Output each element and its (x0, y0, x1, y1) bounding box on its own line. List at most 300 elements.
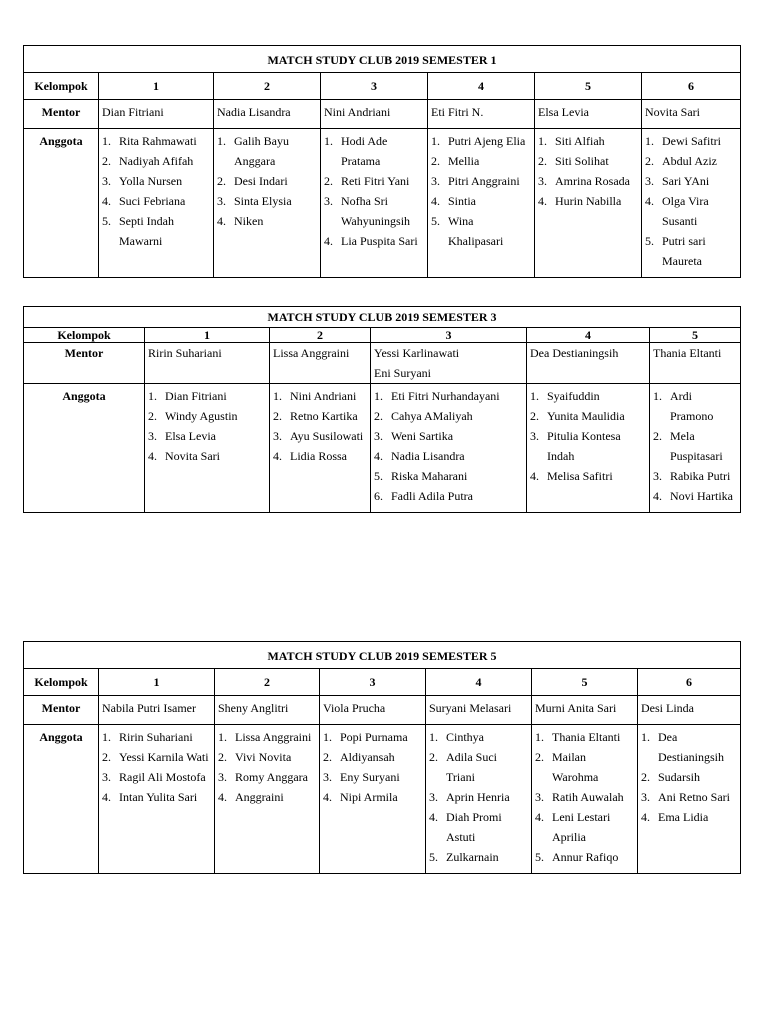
member-number: 3. (641, 790, 650, 804)
member-name: Cahya AMaliyah (391, 409, 473, 423)
member-name: Mellia (448, 154, 480, 168)
member-item (530, 466, 646, 486)
member-name: Nipi Armila (340, 790, 398, 804)
members-row (24, 129, 741, 278)
member-name: Novita Sari (165, 449, 220, 463)
member-name: Lia Puspita Sari (341, 234, 418, 248)
group-header-row (24, 669, 741, 696)
mentor-cell (527, 343, 650, 384)
member-list (645, 131, 737, 271)
member-number: 2. (273, 409, 282, 423)
member-item (645, 171, 737, 191)
member-name: Olga Vira Susanti (662, 194, 709, 228)
member-name: Anggraini (235, 790, 284, 804)
member-item (645, 231, 737, 271)
member-number: 2. (429, 750, 438, 764)
member-name: Suci Febriana (119, 194, 186, 208)
members-cell (99, 129, 214, 278)
member-item (538, 151, 638, 171)
member-list (148, 386, 266, 466)
member-number: 4. (429, 810, 438, 824)
group-number: 2 (270, 328, 371, 343)
members-row (24, 384, 741, 513)
member-list (530, 386, 646, 486)
mentor-name: Nini Andriani (324, 105, 391, 119)
member-number: 2. (217, 174, 226, 188)
member-item (218, 747, 316, 767)
member-item (102, 191, 210, 211)
member-item (217, 211, 317, 231)
member-number: 3. (431, 174, 440, 188)
member-number: 1. (538, 134, 547, 148)
member-number: 2. (218, 750, 227, 764)
member-item (374, 466, 523, 486)
member-number: 4. (148, 449, 157, 463)
members-cell (99, 725, 215, 874)
mentor-name: Nabila Putri Isamer (102, 701, 196, 715)
member-number: 5. (645, 234, 654, 248)
member-item (148, 446, 266, 466)
mentor-name: Suryani Melasari (429, 701, 512, 715)
mentor-cell (145, 343, 270, 384)
mentor-cell (320, 696, 426, 725)
member-item (374, 446, 523, 466)
member-item (535, 727, 634, 747)
member-item (530, 386, 646, 406)
member-list (218, 727, 316, 807)
member-name: Fadli Adila Putra (391, 489, 473, 503)
member-name: Rabika Putri (670, 469, 731, 483)
member-item (374, 426, 523, 446)
member-name: Pitri Anggraini (448, 174, 520, 188)
member-item (645, 191, 737, 231)
member-name: Mela Puspitasari (670, 429, 723, 463)
member-item (641, 807, 737, 827)
member-number: 4. (641, 810, 650, 824)
member-list (431, 131, 531, 251)
member-name: Siti Solihat (555, 154, 609, 168)
member-list (102, 727, 211, 807)
member-number: 1. (535, 730, 544, 744)
member-name: Siti Alfiah (555, 134, 605, 148)
group-number: 4 (527, 328, 650, 343)
member-name: Ayu Susilowati (290, 429, 364, 443)
member-number: 3. (645, 174, 654, 188)
table-title: MATCH STUDY CLUB 2019 SEMESTER 1 (24, 46, 741, 73)
members-label: Anggota (24, 384, 145, 513)
member-number: 1. (641, 730, 650, 744)
member-number: 1. (148, 389, 157, 403)
member-item (324, 191, 424, 231)
member-number: 3. (374, 429, 383, 443)
mentor-cell (321, 100, 428, 129)
group-number: 5 (650, 328, 741, 343)
group-number: 3 (321, 73, 428, 100)
member-item (374, 486, 523, 506)
member-name: Nini Andriani (290, 389, 357, 403)
group-number: 3 (320, 669, 426, 696)
member-number: 3. (535, 790, 544, 804)
mentor-name: Murni Anita Sari (535, 701, 617, 715)
member-name: Intan Yulita Sari (119, 790, 198, 804)
mentor-name: Desi Linda (641, 701, 694, 715)
members-cell (270, 384, 371, 513)
member-name: Abdul Aziz (662, 154, 717, 168)
mentor-cell (270, 343, 371, 384)
member-name: Dea Destianingsih (658, 730, 724, 764)
member-name: Nadia Lisandra (391, 449, 465, 463)
member-item (431, 171, 531, 191)
member-item (431, 211, 531, 251)
member-item (323, 727, 422, 747)
members-label: Anggota (24, 129, 99, 278)
mentor-label: Mentor (24, 343, 145, 384)
member-name: Romy Anggara (235, 770, 308, 784)
mentor-name: Lissa Anggraini (273, 346, 350, 360)
group-number: 3 (371, 328, 527, 343)
member-name: Galih Bayu Anggara (234, 134, 289, 168)
member-number: 2. (324, 174, 333, 188)
member-item (102, 211, 210, 251)
mentor-name: Eni Suryani (374, 366, 431, 380)
member-number: 5. (431, 214, 440, 228)
mentor-label: Mentor (24, 100, 99, 129)
member-list (273, 386, 367, 466)
member-number: 4. (324, 234, 333, 248)
table-title: MATCH STUDY CLUB 2019 SEMESTER 3 (24, 307, 741, 328)
member-number: 1. (102, 730, 111, 744)
mentor-name: Elsa Levia (538, 105, 589, 119)
member-item (323, 787, 422, 807)
member-name: Windy Agustin (165, 409, 238, 423)
mentor-name: Sheny Anglitri (218, 701, 289, 715)
member-item (324, 131, 424, 171)
member-name: Yessi Karnila Wati (119, 750, 209, 764)
mentor-cell (535, 100, 642, 129)
member-item (218, 787, 316, 807)
member-number: 1. (102, 134, 111, 148)
member-item (218, 727, 316, 747)
member-name: Weni Sartika (391, 429, 454, 443)
mentor-cell (99, 100, 214, 129)
member-name: Retno Kartika (290, 409, 358, 423)
member-item (323, 767, 422, 787)
member-number: 4. (653, 489, 662, 503)
members-cell (532, 725, 638, 874)
member-number: 2. (530, 409, 539, 423)
member-number: 2. (641, 770, 650, 784)
member-item (102, 787, 211, 807)
member-name: Syaifuddin (547, 389, 600, 403)
member-number: 4. (102, 194, 111, 208)
member-number: 3. (538, 174, 547, 188)
member-number: 2. (538, 154, 547, 168)
member-name: Yunita Maulidia (547, 409, 625, 423)
member-name: Aldiyansah (340, 750, 395, 764)
member-name: Sari YAni (662, 174, 710, 188)
member-name: Sinta Elysia (234, 194, 292, 208)
group-label: Kelompok (24, 328, 145, 343)
title-row (24, 642, 741, 669)
member-number: 1. (323, 730, 332, 744)
member-item (324, 171, 424, 191)
member-name: Putri Ajeng Elia (448, 134, 526, 148)
member-name: Sudarsih (658, 770, 700, 784)
members-cell (638, 725, 741, 874)
member-name: Ragil Ali Mostofa (119, 770, 206, 784)
member-name: Popi Purnama (340, 730, 408, 744)
member-name: Niken (234, 214, 264, 228)
group-number: 2 (215, 669, 320, 696)
group-header-row (24, 328, 741, 343)
member-name: Ardi Pramono (670, 389, 714, 423)
member-list (653, 386, 737, 506)
member-item (429, 807, 528, 847)
mentor-name: Viola Prucha (323, 701, 386, 715)
member-number: 3. (148, 429, 157, 443)
mentor-cell (99, 696, 215, 725)
mentor-label: Mentor (24, 696, 99, 725)
members-cell (320, 725, 426, 874)
member-number: 4. (102, 790, 111, 804)
member-item (535, 807, 634, 847)
member-number: 3. (324, 194, 333, 208)
member-name: Riska Maharani (391, 469, 468, 483)
mentor-name: Yessi Karlinawati (374, 346, 460, 360)
semester-3-table (23, 306, 741, 513)
group-header-row (24, 73, 741, 100)
member-item (323, 747, 422, 767)
member-name: Septi Indah Mawarni (119, 214, 174, 248)
member-item (653, 466, 737, 486)
members-cell (321, 129, 428, 278)
member-item (102, 727, 211, 747)
member-item (429, 747, 528, 787)
member-name: Dian Fitriani (165, 389, 227, 403)
member-item (102, 131, 210, 151)
member-number: 1. (217, 134, 226, 148)
member-name: Lidia Rossa (290, 449, 347, 463)
member-name: Putri sari Maureta (662, 234, 706, 268)
members-label: Anggota (24, 725, 99, 874)
member-name: Reti Fitri Yani (341, 174, 410, 188)
member-name: Ema Lidia (658, 810, 709, 824)
member-number: 3. (323, 770, 332, 784)
member-number: 4. (273, 449, 282, 463)
member-number: 3. (102, 174, 111, 188)
group-number: 6 (642, 73, 741, 100)
members-row (24, 725, 741, 874)
member-item (148, 426, 266, 446)
member-number: 4. (530, 469, 539, 483)
mentor-name: Nadia Lisandra (217, 105, 291, 119)
member-item (102, 747, 211, 767)
group-number: 5 (535, 73, 642, 100)
group-number: 5 (532, 669, 638, 696)
group-number: 4 (426, 669, 532, 696)
member-name: Yolla Nursen (119, 174, 183, 188)
member-number: 1. (273, 389, 282, 403)
member-item (148, 386, 266, 406)
members-cell (145, 384, 270, 513)
mentor-cell (371, 343, 527, 384)
member-item (530, 406, 646, 426)
mentor-row (24, 696, 741, 725)
member-number: 3. (653, 469, 662, 483)
member-name: Adila Suci Triani (446, 750, 497, 784)
member-list (641, 727, 737, 827)
members-cell (650, 384, 741, 513)
member-item (645, 151, 737, 171)
member-item (645, 131, 737, 151)
member-number: 1. (429, 730, 438, 744)
member-name: Amrina Rosada (555, 174, 630, 188)
group-label: Kelompok (24, 669, 99, 696)
members-cell (426, 725, 532, 874)
member-number: 3. (102, 770, 111, 784)
member-item (538, 131, 638, 151)
member-item (429, 787, 528, 807)
member-name: Mailan Warohma (552, 750, 599, 784)
member-name: Nadiyah Afifah (119, 154, 194, 168)
mentor-cell (214, 100, 321, 129)
member-number: 1. (374, 389, 383, 403)
member-number: 2. (374, 409, 383, 423)
member-number: 1. (645, 134, 654, 148)
member-item (653, 426, 737, 466)
member-name: Pitulia Kontesa Indah (547, 429, 621, 463)
member-name: Nofha Sri Wahyuningsih (341, 194, 411, 228)
member-item (431, 151, 531, 171)
member-list (535, 727, 634, 867)
member-item (102, 767, 211, 787)
semester-5-table (23, 641, 741, 874)
member-item (653, 386, 737, 426)
member-number: 4. (538, 194, 547, 208)
member-item (273, 426, 367, 446)
member-item (217, 191, 317, 211)
members-cell (215, 725, 320, 874)
member-number: 3. (217, 194, 226, 208)
member-number: 2. (323, 750, 332, 764)
member-number: 4. (374, 449, 383, 463)
member-name: Elsa Levia (165, 429, 216, 443)
member-item (218, 767, 316, 787)
member-number: 3. (429, 790, 438, 804)
group-number: 1 (145, 328, 270, 343)
member-item (374, 386, 523, 406)
member-number: 3. (530, 429, 539, 443)
member-name: Vivi Novita (235, 750, 292, 764)
member-item (429, 847, 528, 867)
member-item (530, 426, 646, 466)
member-number: 4. (535, 810, 544, 824)
member-item (653, 486, 737, 506)
members-cell (642, 129, 741, 278)
member-number: 1. (530, 389, 539, 403)
member-number: 2. (431, 154, 440, 168)
mentor-name: Dea Destianingsih (530, 346, 619, 360)
member-number: 2. (102, 154, 111, 168)
member-item (273, 406, 367, 426)
title-row (24, 307, 741, 328)
member-item (102, 171, 210, 191)
member-name: Hurin Nabilla (555, 194, 622, 208)
member-name: Melisa Safitri (547, 469, 613, 483)
member-item (429, 727, 528, 747)
member-item (324, 231, 424, 251)
title-row (24, 46, 741, 73)
semester-1-table (23, 45, 741, 278)
mentor-cell (638, 696, 741, 725)
member-item (538, 171, 638, 191)
member-list (374, 386, 523, 506)
member-name: Ani Retno Sari (658, 790, 730, 804)
member-list (324, 131, 424, 251)
member-name: Novi Hartika (670, 489, 733, 503)
member-number: 1. (324, 134, 333, 148)
member-number: 4. (431, 194, 440, 208)
member-item (641, 767, 737, 787)
member-name: Annur Rafiqo (552, 850, 619, 864)
group-number: 4 (428, 73, 535, 100)
mentor-row (24, 343, 741, 384)
group-number: 2 (214, 73, 321, 100)
member-name: Aprin Henria (446, 790, 510, 804)
member-item (102, 151, 210, 171)
member-name: Eti Fitri Nurhandayani (391, 389, 500, 403)
member-number: 4. (217, 214, 226, 228)
member-name: Dewi Safitri (662, 134, 721, 148)
mentor-cell (426, 696, 532, 725)
mentor-name: Dian Fitriani (102, 105, 164, 119)
member-name: Sintia (448, 194, 477, 208)
member-number: 3. (273, 429, 282, 443)
mentor-cell (215, 696, 320, 725)
member-number: 4. (645, 194, 654, 208)
member-item (273, 446, 367, 466)
member-item (148, 406, 266, 426)
group-number: 6 (638, 669, 741, 696)
member-name: Ririn Suhariani (119, 730, 193, 744)
member-item (535, 747, 634, 787)
members-cell (428, 129, 535, 278)
mentor-name: Eti Fitri N. (431, 105, 484, 119)
member-number: 5. (429, 850, 438, 864)
member-item (535, 847, 634, 867)
member-name: Thania Eltanti (552, 730, 621, 744)
member-number: 1. (218, 730, 227, 744)
group-number: 1 (99, 669, 215, 696)
mentor-cell (642, 100, 741, 129)
member-name: Cinthya (446, 730, 484, 744)
members-cell (527, 384, 650, 513)
member-name: Rita Rahmawati (119, 134, 197, 148)
member-list (538, 131, 638, 211)
member-number: 6. (374, 489, 383, 503)
member-number: 4. (218, 790, 227, 804)
member-item (374, 406, 523, 426)
member-item (641, 787, 737, 807)
member-name: Zulkarnain (446, 850, 499, 864)
mentor-cell (428, 100, 535, 129)
member-item (217, 171, 317, 191)
mentor-name: Ririn Suhariani (148, 346, 222, 360)
member-list (102, 131, 210, 251)
members-cell (371, 384, 527, 513)
member-number: 2. (645, 154, 654, 168)
member-number: 3. (218, 770, 227, 784)
